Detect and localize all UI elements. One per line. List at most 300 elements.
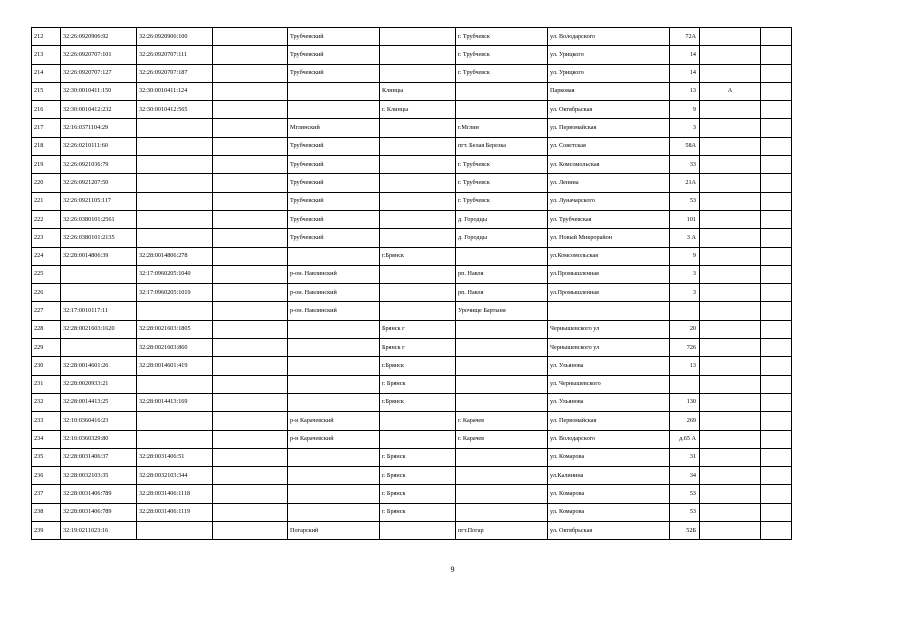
cell-city [380,412,456,430]
table-row [32,393,792,411]
cell-district [288,101,380,119]
table-row [32,302,792,320]
cell-cadastral-number-secondary [137,229,213,247]
cell-note [761,284,792,302]
cell-cadastral-number-secondary: 32:17:0960205:1040 [137,265,213,283]
cell-building-letter [700,101,761,119]
cell-district: Трубчевский [288,156,380,174]
cell-city: г.Брянск [380,393,456,411]
table-row [32,448,792,466]
cell-cadastral-number: 32:28:0020933:21 [61,375,137,393]
cell-cadastral-number-secondary: 32:26:0920906:100 [137,28,213,46]
cell-district [288,247,380,265]
cell-building-letter [700,28,761,46]
cell-district: р-н Карачевский [288,430,380,448]
table-body [32,28,792,540]
cell-street: ул. Ленина [548,174,670,192]
cell-cadastral-number: 32:28:0014413:25 [61,393,137,411]
cell-street: ул. Луначарского [548,192,670,210]
table-row [32,375,792,393]
cell-building-letter [700,137,761,155]
cell-row-number: 222 [32,210,61,228]
cell-city: г. Брянск [380,375,456,393]
cell-note [761,156,792,174]
cell-blank-column [213,28,288,46]
cell-building-letter [700,174,761,192]
cell-locality [456,82,548,100]
cell-street: ул. Урицкого [548,46,670,64]
cell-cadastral-number: 32:26:0921105:117 [61,192,137,210]
cell-blank-column [213,284,288,302]
cell-note [761,174,792,192]
cell-district [288,448,380,466]
table-row [32,137,792,155]
cell-note [761,64,792,82]
cell-blank-column [213,339,288,357]
cell-house-number: д.65 А [670,430,700,448]
cell-house-number [670,375,700,393]
cell-blank-column [213,46,288,64]
cell-house-number: 14 [670,46,700,64]
cell-street: ул. Октябрьская [548,101,670,119]
cell-cadastral-number-secondary: 32:26:0920707:111 [137,46,213,64]
cell-district [288,375,380,393]
cell-house-number: 13 [670,357,700,375]
cell-row-number: 233 [32,412,61,430]
cell-district [288,393,380,411]
cell-district: Трубчевский [288,210,380,228]
cell-street: ул. Володарского [548,28,670,46]
cell-city [380,302,456,320]
cell-street: Парковая [548,82,670,100]
table-row [32,229,792,247]
cell-blank-column [213,192,288,210]
cell-row-number: 220 [32,174,61,192]
cell-district [288,485,380,503]
cell-building-letter [700,467,761,485]
cell-locality [456,503,548,521]
cell-street: ул. Урицкого [548,64,670,82]
cell-cadastral-number-secondary [137,210,213,228]
cell-note [761,357,792,375]
cell-house-number: 53 [670,485,700,503]
cell-locality: г. Трубчевск [456,174,548,192]
table-row [32,210,792,228]
cell-street: Чернышевского ул [548,339,670,357]
cell-blank-column [213,64,288,82]
cell-street: ул. Чернышевского [548,375,670,393]
cell-blank-column [213,137,288,155]
cell-blank-column [213,448,288,466]
cell-row-number: 234 [32,430,61,448]
cell-district: Трубчевский [288,192,380,210]
cell-cadastral-number-secondary [137,119,213,137]
cell-building-letter [700,192,761,210]
cell-building-letter [700,64,761,82]
cell-locality: г. Трубчевск [456,156,548,174]
cell-district [288,320,380,338]
cell-building-letter [700,357,761,375]
cell-building-letter [700,485,761,503]
cell-cadastral-number-secondary: 32:28:0014806:278 [137,247,213,265]
cell-note [761,229,792,247]
cell-cadastral-number-secondary: 32:30:0010411:124 [137,82,213,100]
cell-city [380,284,456,302]
cell-locality [456,247,548,265]
cell-street: ул. Комарова [548,448,670,466]
table-row [32,156,792,174]
cell-blank-column [213,247,288,265]
cell-cadastral-number [61,339,137,357]
cell-cadastral-number-secondary: 32:26:0920707:187 [137,64,213,82]
cell-district: Трубчевский [288,64,380,82]
cell-note [761,192,792,210]
cell-locality [456,101,548,119]
cell-blank-column [213,430,288,448]
cell-locality: д. Городцы [456,229,548,247]
cell-building-letter [700,503,761,521]
cell-cadastral-number: 32:26:0920707:127 [61,64,137,82]
table-row [32,522,792,540]
cell-district: Мглинский [288,119,380,137]
cell-locality: рп. Навля [456,284,548,302]
cell-street: Чернышевского ул [548,320,670,338]
cell-building-letter [700,284,761,302]
table-row [32,101,792,119]
cell-note [761,467,792,485]
cell-city: г. Брянск [380,448,456,466]
cell-building-letter [700,412,761,430]
cell-district: Трубчевский [288,137,380,155]
table-row [32,412,792,430]
cell-locality: г. Трубчевск [456,192,548,210]
cell-city [380,265,456,283]
cell-house-number: 101 [670,210,700,228]
cell-building-letter [700,46,761,64]
cell-district [288,357,380,375]
cell-cadastral-number: 32:16:0371104:29 [61,119,137,137]
cell-row-number: 218 [32,137,61,155]
cell-blank-column [213,265,288,283]
cell-row-number: 219 [32,156,61,174]
cell-house-number: 13 [670,82,700,100]
cell-blank-column [213,119,288,137]
cell-note [761,339,792,357]
cell-cadastral-number [61,284,137,302]
cell-city [380,192,456,210]
cell-street: ул. Новый Микрорайон [548,229,670,247]
table-row [32,357,792,375]
cell-house-number: 31 [670,448,700,466]
cell-house-number: 33 [670,156,700,174]
cell-house-number: 72А [670,28,700,46]
cell-building-letter [700,430,761,448]
cell-note [761,28,792,46]
cell-street: ул. Первомайская [548,412,670,430]
cell-note [761,210,792,228]
cell-note [761,393,792,411]
cell-locality [456,467,548,485]
cell-district: р-он. Навлинский [288,302,380,320]
cell-district [288,82,380,100]
cell-blank-column [213,375,288,393]
cell-row-number: 236 [32,467,61,485]
cell-street: ул. Комарова [548,485,670,503]
cell-district: Трубчевский [288,174,380,192]
cell-cadastral-number: 32:10:0360329:80 [61,430,137,448]
cell-house-number: 58А [670,137,700,155]
table-row [32,247,792,265]
cell-city: г. Брянск [380,485,456,503]
cell-row-number: 224 [32,247,61,265]
cell-city [380,174,456,192]
cell-district [288,503,380,521]
cell-street: ул. Комсомольская [548,156,670,174]
cell-locality [456,357,548,375]
cell-cadastral-number-secondary [137,302,213,320]
cell-locality: пгт. Белая Березка [456,137,548,155]
cell-locality [456,320,548,338]
cell-note [761,430,792,448]
cell-note [761,137,792,155]
cell-building-letter: А [700,82,761,100]
cell-house-number: 34 [670,467,700,485]
cell-locality: рп. Навля [456,265,548,283]
cell-cadastral-number-secondary [137,522,213,540]
table-row [32,28,792,46]
cell-blank-column [213,229,288,247]
cell-cadastral-number-secondary [137,174,213,192]
cell-cadastral-number-secondary [137,375,213,393]
cell-cadastral-number-secondary: 32:30:0010412:565 [137,101,213,119]
cell-house-number: 269 [670,412,700,430]
cell-cadastral-number: 32:26:0380101:2561 [61,210,137,228]
cell-house-number: 3 [670,119,700,137]
cell-building-letter [700,339,761,357]
cell-note [761,503,792,521]
cell-street: ул. Ульянова [548,357,670,375]
cell-row-number: 228 [32,320,61,338]
cell-city [380,119,456,137]
cell-street: ул. Комарова [548,503,670,521]
cell-city [380,430,456,448]
cell-locality [456,393,548,411]
cell-house-number: 726 [670,339,700,357]
cell-building-letter [700,448,761,466]
cell-row-number: 213 [32,46,61,64]
cell-note [761,448,792,466]
cell-house-number: 130 [670,393,700,411]
cell-cadastral-number: 32:28:0014806:39 [61,247,137,265]
cell-cadastral-number: 32:17:0010117:11 [61,302,137,320]
cell-locality: г. Трубчевск [456,64,548,82]
cell-house-number: 53 [670,192,700,210]
table-row [32,339,792,357]
cell-cadastral-number: 32:28:0031406:37 [61,448,137,466]
property-table [31,27,792,540]
cell-blank-column [213,393,288,411]
cell-street: ул. Советская [548,137,670,155]
cell-blank-column [213,412,288,430]
table-row [32,119,792,137]
cell-blank-column [213,82,288,100]
cell-row-number: 226 [32,284,61,302]
cell-blank-column [213,174,288,192]
cell-cadastral-number-secondary: 32:28:0021603:1805 [137,320,213,338]
cell-blank-column [213,467,288,485]
cell-house-number: 3 [670,284,700,302]
cell-cadastral-number-secondary: 32:28:0031406:1118 [137,485,213,503]
cell-row-number: 212 [32,28,61,46]
cell-city [380,64,456,82]
cell-cadastral-number: 32:26:0921207:50 [61,174,137,192]
cell-street: ул. Трубчевская [548,210,670,228]
cell-locality: Урочище Бартыня [456,302,548,320]
cell-row-number: 232 [32,393,61,411]
cell-locality [456,375,548,393]
cell-blank-column [213,302,288,320]
cell-locality: пгт.Погар [456,522,548,540]
cell-city: Брянск г [380,320,456,338]
cell-locality: г. Трубчевск [456,28,548,46]
cell-note [761,522,792,540]
cell-row-number: 238 [32,503,61,521]
table-row [32,503,792,521]
cell-cadastral-number: 32:26:0380101:2135 [61,229,137,247]
table-row [32,192,792,210]
cell-house-number: 3 А [670,229,700,247]
table-row [32,265,792,283]
cell-cadastral-number: 32:28:0021603:1620 [61,320,137,338]
cell-note [761,302,792,320]
cell-note [761,320,792,338]
cell-city [380,229,456,247]
cell-row-number: 221 [32,192,61,210]
cell-cadastral-number-secondary [137,137,213,155]
cell-row-number: 214 [32,64,61,82]
cell-building-letter [700,393,761,411]
cell-cadastral-number: 32:28:0014601:26 [61,357,137,375]
cell-city: г. Клинцы [380,101,456,119]
cell-district: р-он. Навлинский [288,265,380,283]
cell-city [380,137,456,155]
cell-house-number: 9 [670,247,700,265]
cell-cadastral-number: 32:19:0211023:16 [61,522,137,540]
cell-cadastral-number: 32:26:0920906:92 [61,28,137,46]
cell-cadastral-number-secondary: 32:17:0960205:1019 [137,284,213,302]
table-row [32,82,792,100]
cell-row-number: 227 [32,302,61,320]
cell-building-letter [700,265,761,283]
cell-house-number: 52Б [670,522,700,540]
cell-blank-column [213,101,288,119]
cell-house-number: 14 [670,64,700,82]
cell-locality [456,485,548,503]
table-row [32,174,792,192]
cell-row-number: 229 [32,339,61,357]
cell-row-number: 216 [32,101,61,119]
cell-district: Погарский [288,522,380,540]
table-row [32,485,792,503]
cell-city: Клинцы [380,82,456,100]
cell-city: г.Брянск [380,357,456,375]
cell-note [761,375,792,393]
cell-row-number: 237 [32,485,61,503]
cell-cadastral-number: 32:26:0210111:60 [61,137,137,155]
cell-locality [456,448,548,466]
cell-locality: г. Карачев [456,430,548,448]
cell-cadastral-number: 32:28:0031406:789 [61,503,137,521]
cell-note [761,101,792,119]
cell-building-letter [700,210,761,228]
table-row [32,430,792,448]
cell-building-letter [700,229,761,247]
cell-district: Трубчевский [288,229,380,247]
cell-cadastral-number: 32:30:0010412:232 [61,101,137,119]
cell-blank-column [213,522,288,540]
cell-blank-column [213,210,288,228]
cell-house-number [670,302,700,320]
cell-district: Трубчевский [288,28,380,46]
cell-note [761,46,792,64]
cell-district: Трубчевский [288,46,380,64]
table-row [32,284,792,302]
cell-blank-column [213,503,288,521]
cell-house-number: 53 [670,503,700,521]
cell-cadastral-number-secondary: 32:28:0031406:1119 [137,503,213,521]
cell-street: ул.Промышленная [548,284,670,302]
cell-row-number: 225 [32,265,61,283]
cell-building-letter [700,302,761,320]
cell-street: ул.Калинина [548,467,670,485]
cell-building-letter [700,156,761,174]
table-row [32,467,792,485]
cell-cadastral-number-secondary [137,430,213,448]
cell-street: ул. Первомайская [548,119,670,137]
cell-row-number: 223 [32,229,61,247]
cell-row-number: 235 [32,448,61,466]
cell-city: г.Брянск [380,247,456,265]
cell-building-letter [700,119,761,137]
cell-building-letter [700,375,761,393]
cell-note [761,265,792,283]
cell-district [288,339,380,357]
cell-cadastral-number-secondary [137,412,213,430]
cell-city [380,156,456,174]
cell-cadastral-number-secondary [137,156,213,174]
cell-city [380,522,456,540]
cell-city: г. Брянск [380,503,456,521]
cell-blank-column [213,320,288,338]
cell-cadastral-number: 32:10:0360416:23 [61,412,137,430]
cell-cadastral-number-secondary: 32:28:0014413:169 [137,393,213,411]
cell-house-number: 20 [670,320,700,338]
cell-house-number: 21А [670,174,700,192]
cell-street: ул.Комсомольская [548,247,670,265]
cell-cadastral-number-secondary: 32:28:0032103:344 [137,467,213,485]
cell-locality: г. Трубчевск [456,46,548,64]
page-number: 9 [450,565,455,574]
cell-cadastral-number: 32:30:0010411:150 [61,82,137,100]
cell-cadastral-number [61,265,137,283]
cell-row-number: 239 [32,522,61,540]
cell-cadastral-number-secondary: 32:28:0031406:51 [137,448,213,466]
cell-cadastral-number: 32:28:0032103:35 [61,467,137,485]
cell-district: р-он. Навлинский [288,284,380,302]
cell-street: ул. Октябрьская [548,522,670,540]
cell-building-letter [700,522,761,540]
cell-street [548,302,670,320]
